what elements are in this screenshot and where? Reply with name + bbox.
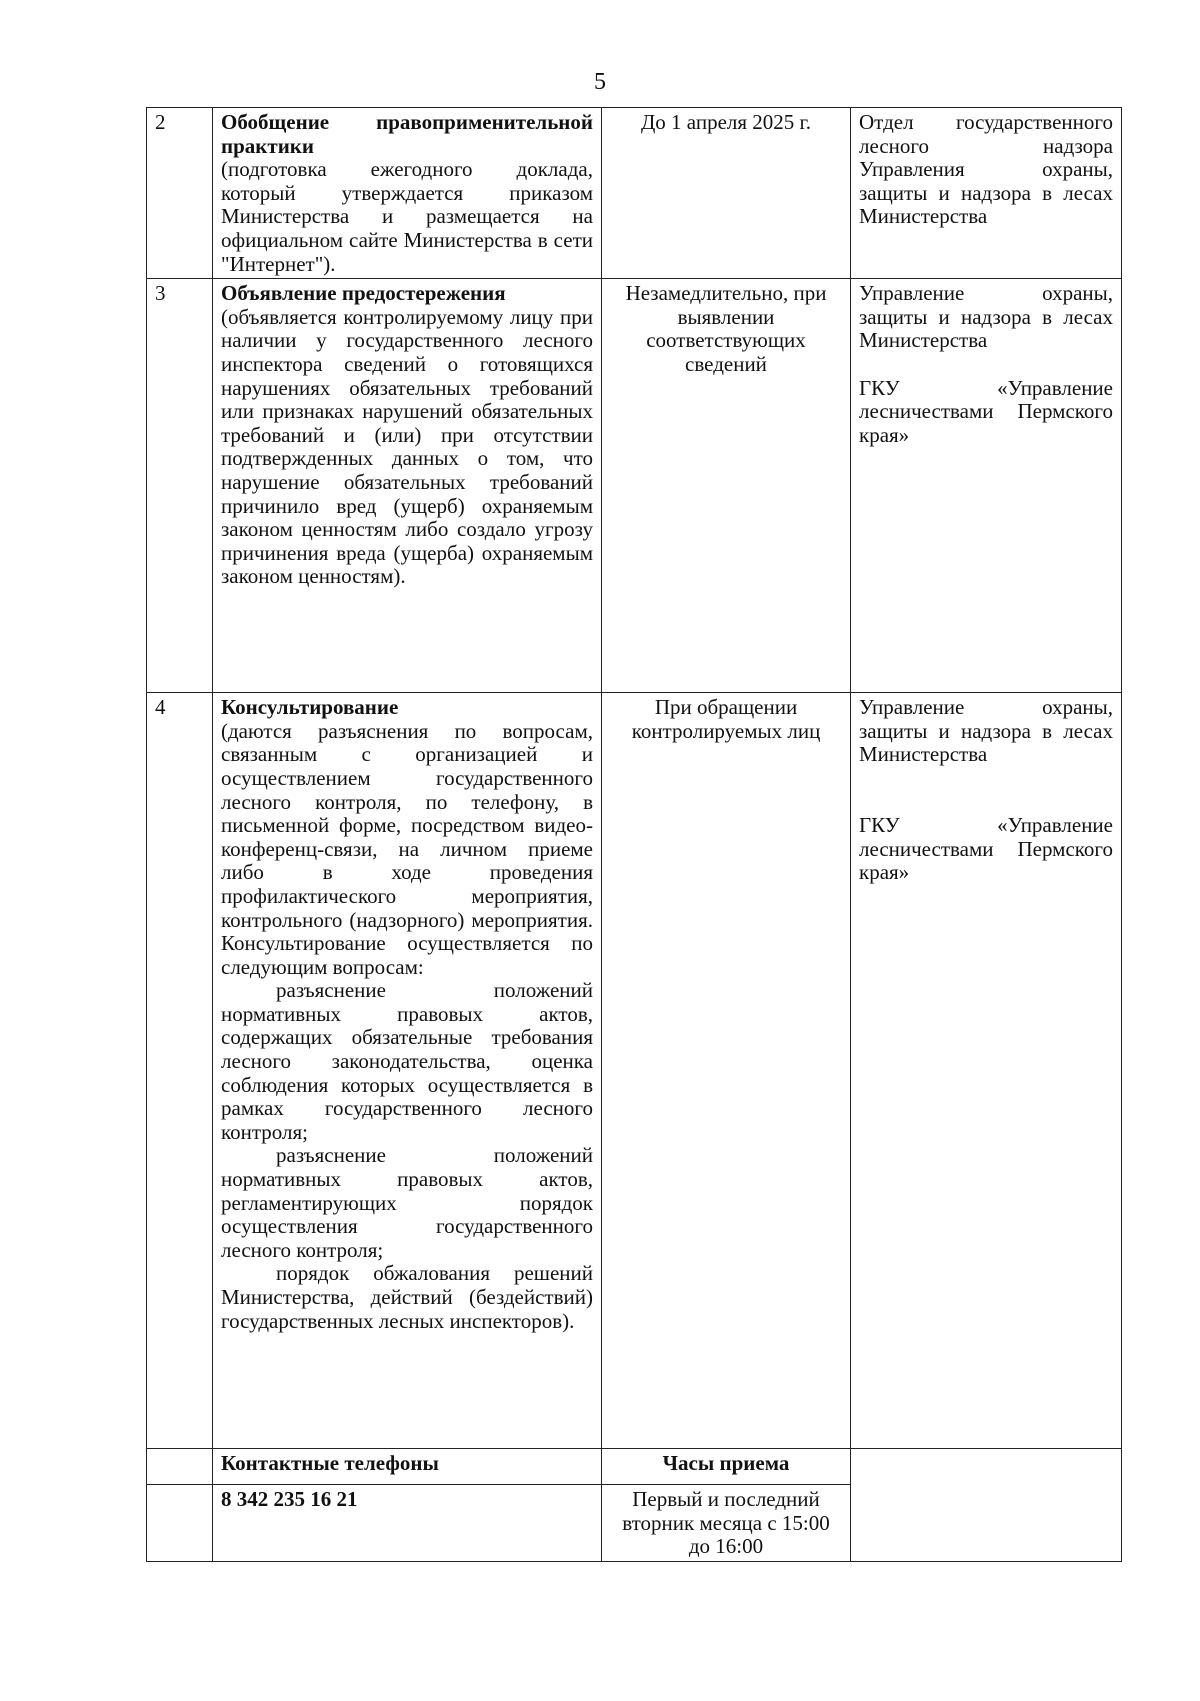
measure-deadline: До 1 апреля 2025 г. xyxy=(602,108,851,279)
measure-deadline: Незамедлительно, при выявлении соответствующих сведений xyxy=(602,279,851,693)
office-hours-header: Часы приема xyxy=(602,1449,851,1485)
measure-responsible xyxy=(851,108,1122,279)
responsible-text: Отдел государственного лесного надзора Управления охраны, защиты и надзора в лесах Министерства xyxy=(859,110,1113,229)
measure-description xyxy=(213,279,602,693)
measure-text: (подготовка ежегодного доклада, который утверждается приказом Министерства и размещается на официальном сайте Министерства в сети "Интернет"). xyxy=(221,157,593,276)
page-number: 5 xyxy=(594,69,606,95)
measure-responsible xyxy=(851,693,1122,1449)
office-hours: Первый и последний вторник месяца с 15:00 до 16:00 xyxy=(602,1485,851,1562)
row-number: 3 xyxy=(147,279,213,693)
measure-description xyxy=(213,108,602,279)
consultation-item: порядок обжалования решений Министерства, действий (бездействий) государственных лесных инспекторов). xyxy=(221,1261,593,1333)
table-row xyxy=(147,279,1122,693)
empty-cell xyxy=(147,1485,213,1562)
consultation-item: разъяснение положений нормативных правовых актов, содержащих обязательные требования лесного законодательства, оценка соблюдения которых осуществляется в рамках государственного лесного контроля; xyxy=(221,978,593,1144)
prevention-plan-table xyxy=(146,107,1122,1562)
empty-cell xyxy=(147,1449,213,1485)
contact-phones-header: Контактные телефоны xyxy=(213,1449,602,1485)
measure-deadline: При обращении контролируемых лиц xyxy=(602,693,851,1449)
contact-phone: 8 342 235 16 21 xyxy=(213,1485,602,1562)
measure-responsible xyxy=(851,279,1122,693)
measure-text: (объявляется контролируемому лицу при наличии у государственного лесного инспектора сведений о готовящихся нарушениях обязательных требований или признаках нарушений обязательных требований и (или) при отсутствии подтвержденных данных о том, что нарушение обязательных требований причинило вред (ущерб) охраняемым законом ценностям либо создало угрозу причинения вреда (ущерба) охраняемым законом ценностям). xyxy=(221,304,593,589)
row-number: 4 xyxy=(147,693,213,1449)
measure-title: Объявление предостережения xyxy=(221,281,506,306)
table-row xyxy=(147,108,1122,279)
table-row xyxy=(147,693,1122,1449)
measure-text: (даются разъяснения по вопросам, связанным с организацией и осуществлением государственного лесного контроля, по телефону, в письменной форме, посредством видео-конференц-связи, на личном приеме либо в ходе проведения профилактического мероприятия, контрольного (надзорного) мероприятия. Консультирование осуществляется по следующим вопросам: xyxy=(221,718,593,979)
row-number: 2 xyxy=(147,108,213,279)
responsible-text-2: ГКУ «Управление лесничествами Пермского края» xyxy=(859,375,1113,447)
empty-cell xyxy=(851,1449,1122,1562)
consultation-item: разъяснение положений нормативных правовых актов, регламентирующих порядок осуществления государственного лесного контроля; xyxy=(221,1143,593,1262)
measure-description xyxy=(213,693,602,1449)
contacts-header-row xyxy=(147,1449,1122,1485)
responsible-text: Управление охраны, защиты и надзора в лесах Министерства xyxy=(859,695,1113,767)
responsible-text-2: ГКУ «Управление лесничествами Пермского края» xyxy=(859,812,1113,885)
measure-title: Обобщение правоприменительной практики xyxy=(221,110,593,158)
measure-title: Консультирование xyxy=(221,695,399,720)
responsible-text: Управление охраны, защиты и надзора в лесах Министерства xyxy=(859,281,1113,353)
